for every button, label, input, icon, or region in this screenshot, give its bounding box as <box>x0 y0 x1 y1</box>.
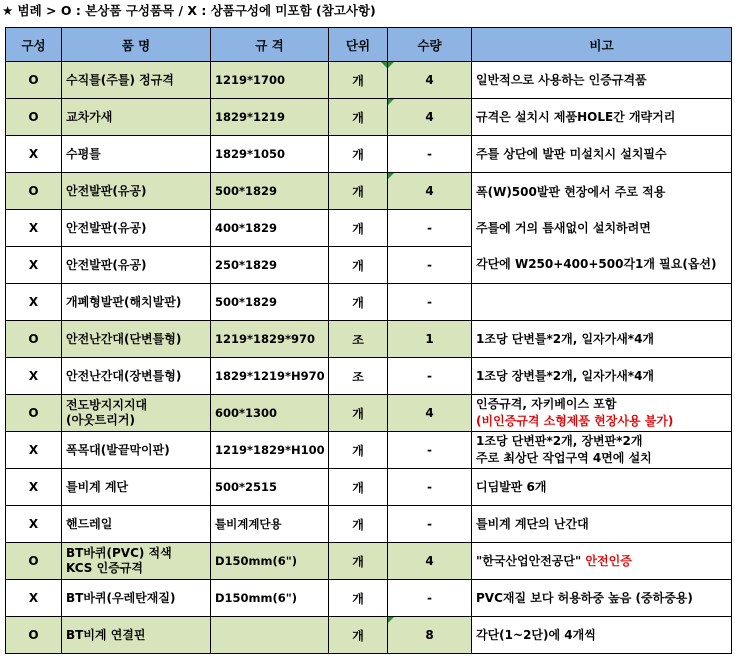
row-unit: 개 <box>329 284 388 321</box>
row-name: 틀비계 계단 <box>62 469 211 506</box>
row-name: 개폐형발판(해치발판) <box>62 284 211 321</box>
row-qty: - <box>388 247 472 284</box>
table-row <box>6 136 732 173</box>
cell-comment-marker <box>388 62 394 68</box>
table-row <box>6 99 732 136</box>
row-qty: - <box>388 580 472 617</box>
row-unit: 조 <box>329 358 388 395</box>
row-unit: 조 <box>329 321 388 358</box>
row-qty: - <box>388 469 472 506</box>
row-qty-text: 4 <box>425 184 434 198</box>
row-qty: - <box>388 136 472 173</box>
row-qty <box>388 617 472 654</box>
table-row <box>6 395 732 432</box>
merged-note-line: 각단에 W250+400+500각1개 필요(옵션) <box>476 257 717 271</box>
row-unit-text: 개 <box>352 73 364 88</box>
row-note-highlight: 안전인증 <box>585 553 632 568</box>
row-mark: O <box>6 395 62 432</box>
row-note-warning: (비인증규격 소형제품 현장사용 불가) <box>476 414 674 428</box>
row-note: 1조당 단변틀*2개, 일자가새*4개 <box>472 321 732 358</box>
row-spec: D150mm(6") <box>211 580 329 617</box>
row-spec: 1219*1829*H100 <box>211 432 329 469</box>
row-name: 수평틀 <box>62 136 211 173</box>
row-spec: 500*2515 <box>211 469 329 506</box>
row-mark: X <box>6 580 62 617</box>
row-spec: 1829*1219 <box>211 99 329 136</box>
cell-comment-marker <box>388 617 394 623</box>
row-note: 틀비계 계단의 난간대 <box>472 506 732 543</box>
row-name: BT바퀴(우레탄재질) <box>62 580 211 617</box>
row-name: 교차가새 <box>62 99 211 136</box>
row-unit: 개 <box>329 247 388 284</box>
row-mark: X <box>6 247 62 284</box>
row-name: 안전발판(유공) <box>62 247 211 284</box>
row-spec: 1219*1700 <box>211 62 329 99</box>
row-name: 안전발판(유공) <box>62 173 211 210</box>
row-mark: O <box>6 173 62 210</box>
row-mark: X <box>6 284 62 321</box>
row-name-line: BT바퀴(PVC) 적색 <box>66 546 172 560</box>
row-note: 일반적으로 사용하는 인증규격품 <box>472 62 732 99</box>
row-name: 핸드레일 <box>62 506 211 543</box>
row-spec: 1829*1219*H970 <box>211 358 329 395</box>
row-unit: 개 <box>329 543 388 580</box>
row-mark: O <box>6 543 62 580</box>
row-qty: - <box>388 358 472 395</box>
row-qty: - <box>388 284 472 321</box>
row-qty: - <box>388 210 472 247</box>
row-note <box>472 395 732 432</box>
table-row <box>6 506 732 543</box>
row-note <box>472 543 732 580</box>
row-mark: X <box>6 469 62 506</box>
row-unit <box>329 62 388 99</box>
row-mark: X <box>6 358 62 395</box>
row-spec: 1219*1829*970 <box>211 321 329 358</box>
header-remarks: 비고 <box>472 28 732 62</box>
row-name: 안전난간대(장변틀형) <box>62 358 211 395</box>
row-mark: X <box>6 432 62 469</box>
row-note-line: 주로 최상단 작업구역 4면에 설치 <box>476 451 652 465</box>
row-spec: D150mm(6") <box>211 543 329 580</box>
row-note: 디딤발판 6개 <box>472 469 732 506</box>
components-table <box>5 27 732 654</box>
header-spec: 규 격 <box>211 28 329 62</box>
row-qty-text: 4 <box>425 73 434 87</box>
table-row <box>6 358 732 395</box>
row-mark: O <box>6 617 62 654</box>
row-qty: 4 <box>388 543 472 580</box>
table-row <box>6 284 732 321</box>
row-unit: 개 <box>329 617 388 654</box>
row-mark: X <box>6 506 62 543</box>
row-note-line: 인증규격, 자키베이스 포함 <box>476 397 617 411</box>
row-name: 수직틀(주틀) 정규격 <box>62 62 211 99</box>
row-name-line: (아웃트리거) <box>66 413 135 427</box>
row-spec <box>211 617 329 654</box>
table-row <box>6 543 732 580</box>
table-header-row <box>6 28 732 62</box>
row-unit: 개 <box>329 432 388 469</box>
row-name <box>62 395 211 432</box>
cell-comment-marker <box>388 99 394 105</box>
row-qty-text: 8 <box>425 628 434 642</box>
row-unit: 개 <box>329 136 388 173</box>
row-note-text: "한국산업안전공단" <box>476 553 586 568</box>
table-row <box>6 321 732 358</box>
row-name: BT비계 연결핀 <box>62 617 211 654</box>
row-note-line: 1조당 단변판*2개, 장변판*2개 <box>476 434 643 448</box>
row-name: 폭목대(발끝막이판) <box>62 432 211 469</box>
row-note: PVC재질 보다 허용하중 높음 (중하중용) <box>472 580 732 617</box>
row-unit: 개 <box>329 506 388 543</box>
row-name-line: KCS 인증규격 <box>66 561 143 575</box>
header-item-name: 품 명 <box>62 28 211 62</box>
row-qty: 4 <box>388 395 472 432</box>
table-row <box>6 580 732 617</box>
row-spec: 1829*1050 <box>211 136 329 173</box>
row-qty <box>388 173 472 210</box>
row-note: 규격은 설치시 제품HOLE간 개략거리 <box>472 99 732 136</box>
row-unit: 개 <box>329 469 388 506</box>
row-spec: 500*1829 <box>211 173 329 210</box>
row-mark: O <box>6 99 62 136</box>
table-row <box>6 469 732 506</box>
row-spec: 틀비계계단용 <box>211 506 329 543</box>
table-row <box>6 173 732 210</box>
row-note <box>472 284 732 321</box>
row-name: 안전난간대(단변틀형) <box>62 321 211 358</box>
row-qty <box>388 99 472 136</box>
row-spec: 500*1829 <box>211 284 329 321</box>
row-qty <box>388 62 472 99</box>
table-row <box>6 62 732 99</box>
row-unit: 개 <box>329 173 388 210</box>
row-spec: 400*1829 <box>211 210 329 247</box>
row-spec: 250*1829 <box>211 247 329 284</box>
row-note <box>472 432 732 469</box>
table-row <box>6 432 732 469</box>
table-row <box>6 617 732 654</box>
row-unit: 개 <box>329 580 388 617</box>
row-mark: X <box>6 136 62 173</box>
row-name-line: 전도방지지지대 <box>66 398 148 412</box>
cell-comment-marker <box>381 62 387 68</box>
row-mark: O <box>6 321 62 358</box>
row-qty-text: 4 <box>425 110 434 124</box>
row-spec: 600*1300 <box>211 395 329 432</box>
row-qty: - <box>388 506 472 543</box>
row-unit: 개 <box>329 99 388 136</box>
row-unit: 개 <box>329 210 388 247</box>
merged-note-line: 폭(W)500발판 현장에서 주로 적용 <box>476 185 666 199</box>
row-note: 주틀 상단에 발판 미설치시 설치필수 <box>472 136 732 173</box>
row-name: 안전발판(유공) <box>62 210 211 247</box>
header-quantity: 수량 <box>388 28 472 62</box>
row-note: 1조당 장변틀*2개, 일자가새*4개 <box>472 358 732 395</box>
row-unit: 개 <box>329 395 388 432</box>
header-unit: 단위 <box>329 28 388 62</box>
legend-text: ★ 범례 > O : 본상품 구성품목 / X : 상품구성에 미포함 (참고사항) <box>2 3 376 18</box>
header-composition: 구성 <box>6 28 62 62</box>
row-qty: 1 <box>388 321 472 358</box>
row-mark: X <box>6 210 62 247</box>
row-qty: - <box>388 432 472 469</box>
merged-note-cell <box>472 173 732 284</box>
merged-note-line: 주틀에 거의 틈새없이 설치하려면 <box>476 221 651 235</box>
row-name <box>62 543 211 580</box>
row-note: 각단(1~2단)에 4개씩 <box>472 617 732 654</box>
row-mark: O <box>6 62 62 99</box>
cell-comment-marker <box>388 173 394 179</box>
